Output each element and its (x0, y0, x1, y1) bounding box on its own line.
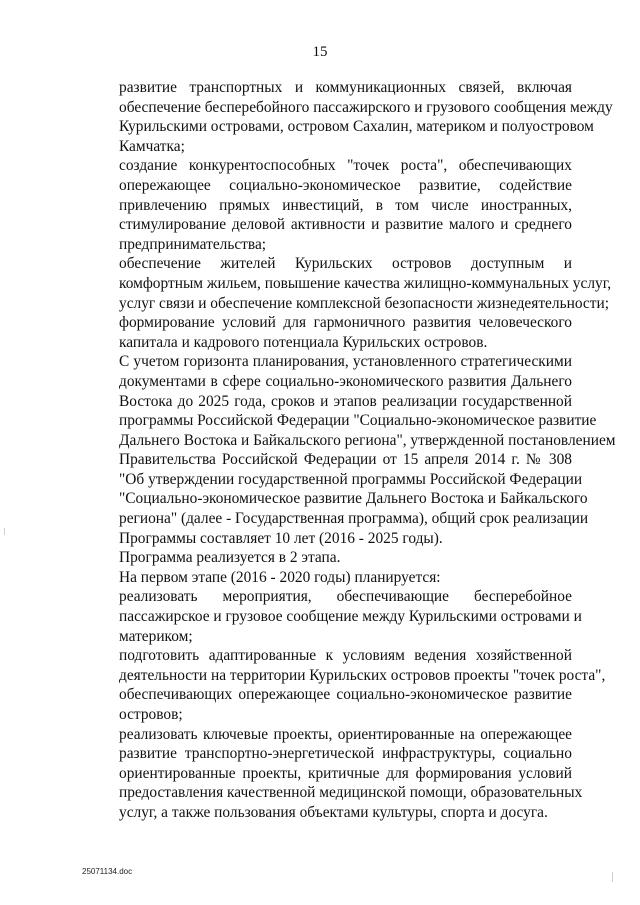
text-line: капитала и кадрового потенциала Курильских островов. (119, 333, 488, 351)
paragraph (81, 725, 583, 823)
text-line: Правительства Российской Федерации от 15 апреля 2014 г. № 308 (119, 451, 572, 469)
paragraph (81, 78, 613, 156)
text-line: развитие транспортных и коммуникационных связей, включая (119, 79, 572, 96)
text-line: документами в сфере социально-экономического развития Дальнего (119, 372, 572, 390)
text-line: Востока до 2025 года, сроков и этапов реализации государственной (119, 392, 572, 410)
text-line: "Об утверждении государственной программы Российской Федерации (119, 470, 583, 488)
text-line: материком; (119, 627, 193, 645)
text-line: На первом этапе (2016 - 2020 годы) планируется: (119, 568, 441, 586)
text-line: Программа реализуется в 2 этапа. (119, 549, 341, 567)
text-line: комфортным жильем, повышение качества жилищно-коммунальных услуг, (119, 274, 612, 292)
text-line: ориентированные проекты, критичные для формирования условий (119, 764, 572, 782)
text-line: островов; (119, 706, 183, 723)
text-line: "Социально-экономическое развитие Дальнего Востока и Байкальского (119, 490, 588, 508)
text-line: услуг, а также пользования объектами культуры, спорта и досуга. (119, 803, 548, 821)
text-line: программы Российской Федерации "Социально-экономическое развитие (119, 412, 597, 430)
text-line: формирование условий для гармоничного развития человеческого (119, 314, 572, 332)
text-line: обеспечивающих опережающее социально-экономическое развитие (119, 686, 572, 704)
text-line: Дальнего Востока и Байкальского региона", утвержденной постановлением (119, 431, 616, 449)
text-line: предоставления качественной медицинской помощи, образовательных (119, 784, 583, 802)
text-line: Программы составляет 10 лет (2016 - 2025 годы). (119, 529, 443, 547)
text-line: стимулирование деловой активности и развитие малого и среднего (119, 216, 572, 234)
paragraph (81, 156, 572, 254)
text-line: развитие транспортно-энергетической инфраструктуры, социально (119, 745, 572, 763)
scan-mark-right (612, 872, 613, 882)
text-line: Курильскими островами, островом Сахалин, материком и полуостровом (119, 118, 594, 136)
text-line: обеспечение бесперебойного пассажирского и грузового сообщения между (119, 98, 613, 116)
page-number: 15 (312, 44, 328, 60)
paragraph (81, 254, 612, 313)
paragraph (81, 646, 606, 724)
document-body (81, 78, 616, 823)
text-line: предпринимательства; (119, 235, 267, 253)
scan-mark-left (4, 528, 5, 535)
text-line: услуг связи и обеспечение комплексной безопасности жизнедеятельности; (119, 294, 609, 312)
paragraph (81, 313, 572, 352)
paragraph (81, 568, 572, 588)
text-line: С учетом горизонта планирования, установленного стратегическими (119, 353, 572, 371)
paragraph (81, 352, 616, 548)
text-line: пассажирское и грузовое сообщение между Курильскими островами и (119, 608, 582, 626)
file-name-footer: 25071134.doc (82, 867, 133, 876)
text-line: Камчатка; (119, 137, 185, 155)
text-line: реализовать мероприятия, обеспечивающие бесперебойное (119, 588, 572, 606)
text-line: создание конкурентоспособных "точек роста", обеспечивающих (119, 157, 572, 175)
text-line: опережающее социально-экономическое развитие, содействие (119, 176, 572, 194)
paragraph (81, 548, 572, 568)
paragraph (81, 587, 582, 646)
text-line: реализовать ключевые проекты, ориентированные на опережающее (119, 725, 572, 743)
text-line: деятельности на территории Курильских островов проекты "точек роста", (119, 666, 606, 684)
text-line: подготовить адаптированные к условиям ведения хозяйственной (119, 647, 572, 665)
text-line: привлечению прямых инвестиций, в том числе иностранных, (119, 196, 572, 214)
text-line: региона" (далее - Государственная программа), общий срок реализации (119, 510, 589, 528)
text-line: обеспечение жителей Курильских островов доступным и (119, 255, 572, 273)
